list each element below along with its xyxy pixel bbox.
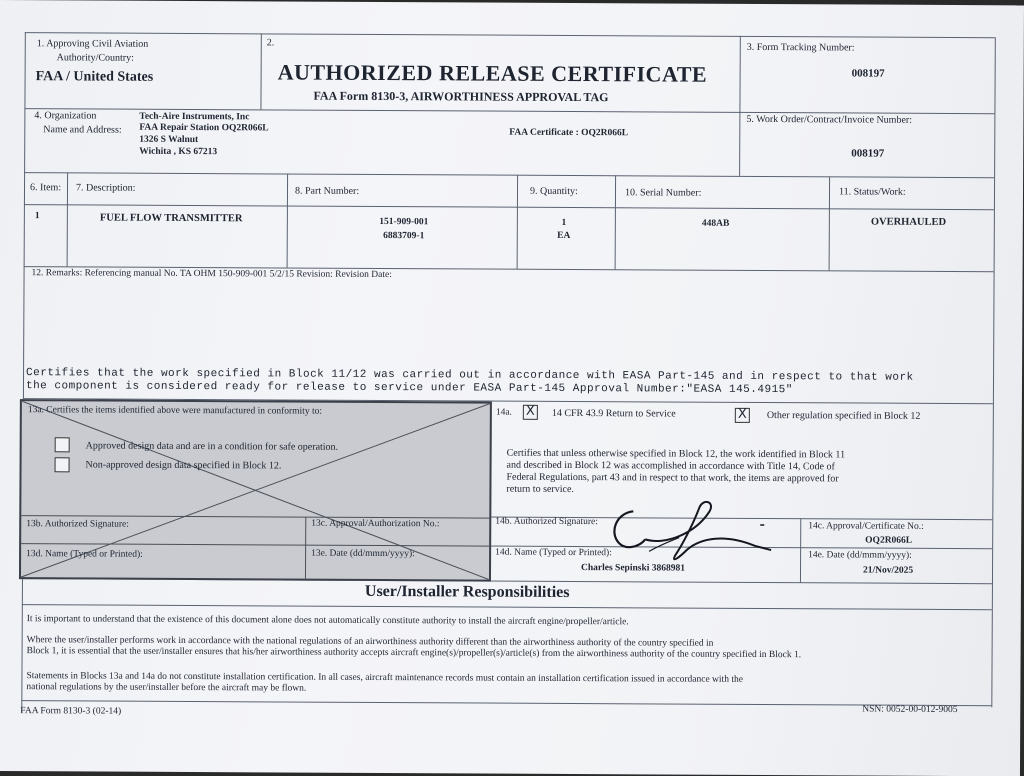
- tracking-number: 008197: [852, 67, 885, 79]
- block13a-checkbox-nonapproved[interactable]: [55, 457, 70, 472]
- quantity-value: 1: [554, 218, 574, 228]
- responsibilities-paragraph-2b: Block 1, it is essential that the user/installer ensures that his/her airworthiness authority accepts aircraft engine(s)/propeller(s)/article(s) from the airworthiness authority of the country specified in Block 1.: [27, 646, 802, 660]
- header-serial: 10. Serial Number:: [625, 187, 701, 198]
- block14a-label: 14a.: [496, 408, 512, 418]
- block13a-option-approved: Approved design data and are in a condition for safe operation.: [86, 440, 338, 452]
- org-street: 1326 S Walnut: [139, 135, 198, 145]
- block13c-label: 13c. Approval/Authorization No.:: [311, 519, 439, 530]
- easa-statement-line1: Certifies that the work specified in Block 11/12 was carried out in accordance with EASA Part-145 and in respect to that work: [26, 367, 914, 384]
- block14-cert-line4: return to service.: [506, 484, 574, 495]
- part-number-1: 151-909-001: [359, 217, 449, 227]
- frame-top: [25, 32, 995, 38]
- block1-label: 1. Approving Civil Aviation: [37, 38, 149, 50]
- responsibilities-paragraph-1: It is important to understand that the existence of this document alone does not automatically constitute authority to install the aircraft engine/propeller/article.: [27, 614, 629, 627]
- easa-statement-line2: the component is considered ready for release to service under EASA Part-145 Approval Number:"EASA 145.4915": [26, 380, 793, 396]
- block14e-label: 14e. Date (dd/mmm/yyyy):: [808, 550, 912, 561]
- signature-icon: [605, 493, 785, 574]
- org-city: Wichita , KS 67213: [139, 147, 217, 157]
- header-status: 11. Status/Work:: [839, 186, 906, 197]
- header-quantity: 9. Quantity:: [530, 186, 578, 197]
- block13a-label: 13a. Certifies the items identified above were manufactured in conformity to:: [28, 405, 322, 417]
- block2-label: 2.: [267, 37, 275, 48]
- block14a-option-cfr: 14 CFR 43.9 Return to Service: [552, 408, 676, 420]
- approval-certificate-number: OQ2R066L: [865, 536, 912, 546]
- form-title: AUTHORIZED RELEASE CERTIFICATE: [278, 59, 708, 87]
- org-station: FAA Repair Station OQ2R066L: [139, 123, 268, 134]
- block13b-label: 13b. Authorized Signature:: [26, 519, 129, 530]
- block4-label: 4. Organization: [34, 110, 96, 121]
- block13a-option-nonapproved: Non-approved design data specified in Block 12.: [86, 459, 282, 471]
- block14a-checkbox-cfr[interactable]: X: [523, 405, 538, 420]
- block5-label: 5. Work Order/Contract/Invoice Number:: [746, 114, 912, 126]
- part-number-2: 6883709-1: [359, 231, 449, 241]
- block14d-label: 14d. Name (Typed or Printed):: [495, 548, 612, 559]
- header-part-number: 8. Part Number:: [295, 186, 359, 197]
- work-order-number: 008197: [851, 147, 884, 159]
- block14a-checkbox-other[interactable]: X: [735, 408, 750, 423]
- item-number: 1: [35, 211, 40, 221]
- nsn-footer: NSN: 0052-00-012-9005: [862, 705, 957, 715]
- block1-label-2: Authority/Country:: [57, 52, 134, 63]
- signer-name: Charles Sepinski 3868981: [581, 563, 685, 574]
- release-date: 21/Nov/2025: [863, 566, 913, 576]
- header-description: 7. Description:: [76, 182, 135, 193]
- block1-value: FAA / United States: [36, 69, 154, 86]
- block13a-checkbox-approved[interactable]: [55, 437, 70, 452]
- org-name: Tech-Aire Instruments, Inc: [139, 112, 249, 123]
- block4-label-2: Name and Address:: [43, 124, 121, 135]
- block14a-option-other: Other regulation specified in Block 12: [767, 410, 921, 422]
- faa-certificate: FAA Certificate : OQ2R066L: [509, 128, 628, 139]
- block14c-label: 14c. Approval/Certificate No.:: [808, 521, 924, 532]
- block13e-label: 13e. Date (dd/mmm/yyyy):: [311, 549, 415, 560]
- block14-cert-line3: Federal Regulations, part 43 and in respect to that work, the items are approved for: [506, 472, 838, 485]
- frame-right: [991, 37, 996, 707]
- responsibilities-paragraph-2a: Where the user/installer performs work in accordance with the national regulations of an airworthiness authority different than the airworthiness authority of the country specified in: [27, 635, 714, 649]
- form-subtitle: FAA Form 8130-3, AIRWORTHINESS APPROVAL TAG: [313, 89, 608, 106]
- serial-number: 448AB: [702, 219, 730, 229]
- block14b-label: 14b. Authorized Signature:: [495, 517, 598, 528]
- responsibilities-paragraph-3b: national regulations by the user/installer before the aircraft may be flown.: [26, 682, 306, 693]
- header-item: 6. Item:: [30, 182, 61, 193]
- status-work: OVERHAULED: [871, 217, 946, 228]
- responsibilities-paragraph-3a: Statements in Blocks 13a and 14a do not constitute installation certification. In all cases, aircraft maintenance records must contain an installation certification issued in accordance with the: [26, 671, 743, 685]
- responsibilities-heading: User/Installer Responsibilities: [365, 583, 570, 602]
- block14-cert-line1: Certifies that unless otherwise specified in Block 12, the work identified in Block 11: [507, 448, 846, 461]
- block12-remarks: 12. Remarks: Referencing manual No. TA OHM 150-909-001 5/2/15 Revision: Revision Date:: [32, 268, 392, 280]
- item-description: FUEL FLOW TRANSMITTER: [100, 213, 243, 225]
- form-number-footer: FAA Form 8130-3 (02-14): [20, 706, 121, 717]
- block13d-label: 13d. Name (Typed or Printed):: [26, 549, 143, 560]
- block3-label: 3. Form Tracking Number:: [747, 42, 855, 54]
- block14-cert-line2: and described in Block 12 was accomplished in accordance with Title 14, Code of: [507, 460, 835, 473]
- block13-shaded-area: [19, 399, 492, 581]
- quantity-unit: EA: [551, 231, 577, 241]
